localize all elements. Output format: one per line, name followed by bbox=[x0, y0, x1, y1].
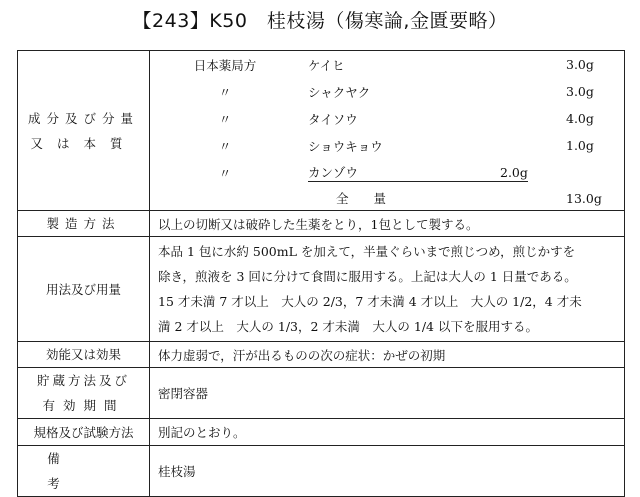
total-row bbox=[150, 186, 624, 210]
ingredient-last-cell bbox=[300, 159, 624, 186]
ingredient-source: 日本薬局方 bbox=[193, 57, 257, 73]
ingredient-table bbox=[150, 51, 624, 210]
ingredient-ditto: 〃 bbox=[218, 84, 232, 100]
usage-label: 用法及び用量 bbox=[18, 237, 150, 342]
monograph-table bbox=[17, 50, 625, 497]
total-label: 全 量 bbox=[336, 191, 387, 206]
ingredient-name: ケイヒ bbox=[308, 57, 345, 73]
specification-row bbox=[18, 419, 625, 446]
ingredient-ditto: 〃 bbox=[218, 138, 232, 154]
storage-label-cell bbox=[18, 368, 150, 419]
composition-label-cell bbox=[18, 51, 150, 211]
specification-text: 別記のとおり。 bbox=[150, 419, 625, 446]
composition-label-2: 又は本質 bbox=[30, 135, 137, 151]
ingredient-amount: 3.0g bbox=[566, 84, 594, 99]
usage-line: 15 才未満 7 才以上 大人の 2/3，7 才未満 4 才以上 大人の 1/2，4 才未 bbox=[158, 294, 582, 309]
total-amount: 13.0g bbox=[566, 190, 602, 206]
efficacy-label: 効能又は効果 bbox=[18, 342, 150, 368]
usage-line: 除き，煎液を 3 回に分けて食間に服用する。上記は大人の 1 日量である。 bbox=[158, 269, 577, 284]
manufacturing-text: 以上の切断又は破砕した生薬をとり，1包として製する。 bbox=[150, 211, 625, 237]
ingredient-row bbox=[150, 51, 624, 78]
ingredient-row bbox=[150, 159, 624, 186]
ingredient-amount: 2.0g bbox=[500, 165, 528, 180]
ingredient-name: ショウキョウ bbox=[308, 138, 383, 154]
composition-label-1: 成分及び分量 bbox=[27, 110, 139, 126]
storage-text: 密閉容器 bbox=[150, 368, 625, 419]
ingredient-name: カンゾウ bbox=[308, 165, 359, 180]
efficacy-text: 体力虚弱で，汗が出るものの次の症状：かぜの初期 bbox=[150, 342, 625, 368]
storage-label-1: 貯蔵方法及び bbox=[36, 373, 130, 388]
ingredient-row bbox=[150, 105, 624, 132]
manufacturing-row bbox=[18, 211, 625, 237]
ingredient-amount: 1.0g bbox=[566, 138, 594, 153]
storage-label-2: 有効期間 bbox=[42, 398, 125, 413]
usage-line: 本品 1 包に水約 500mL を加えて，半量ぐらいまで煎じつめ，煎じかすを bbox=[158, 244, 576, 259]
usage-line: 満 2 才以上 大人の 1/3，2 才未満 大人の 1/4 以下を服用する。 bbox=[158, 319, 538, 334]
ingredient-name: シャクヤク bbox=[308, 84, 371, 100]
ingredient-last-underline bbox=[308, 163, 528, 182]
ingredient-row bbox=[150, 78, 624, 105]
ingredient-ditto: 〃 bbox=[218, 165, 232, 181]
specification-label: 規格及び試験方法 bbox=[18, 419, 150, 446]
storage-row bbox=[18, 368, 625, 419]
manufacturing-label: 製造方法 bbox=[18, 211, 150, 237]
usage-text bbox=[150, 237, 625, 342]
ingredient-name: タイソウ bbox=[308, 111, 358, 127]
composition-content bbox=[150, 51, 625, 211]
ingredient-amount: 3.0g bbox=[566, 57, 594, 72]
remarks-label: 備考 bbox=[18, 446, 150, 497]
usage-row bbox=[18, 237, 625, 342]
ingredient-ditto: 〃 bbox=[218, 111, 232, 127]
page-title: 【243】K50 桂枝湯（傷寒論,金匱要略） bbox=[132, 10, 508, 32]
remarks-text: 桂枝湯 bbox=[150, 446, 625, 497]
ingredient-row bbox=[150, 132, 624, 159]
ingredient-amount: 4.0g bbox=[566, 111, 594, 126]
composition-row bbox=[18, 51, 625, 211]
efficacy-row bbox=[18, 342, 625, 368]
